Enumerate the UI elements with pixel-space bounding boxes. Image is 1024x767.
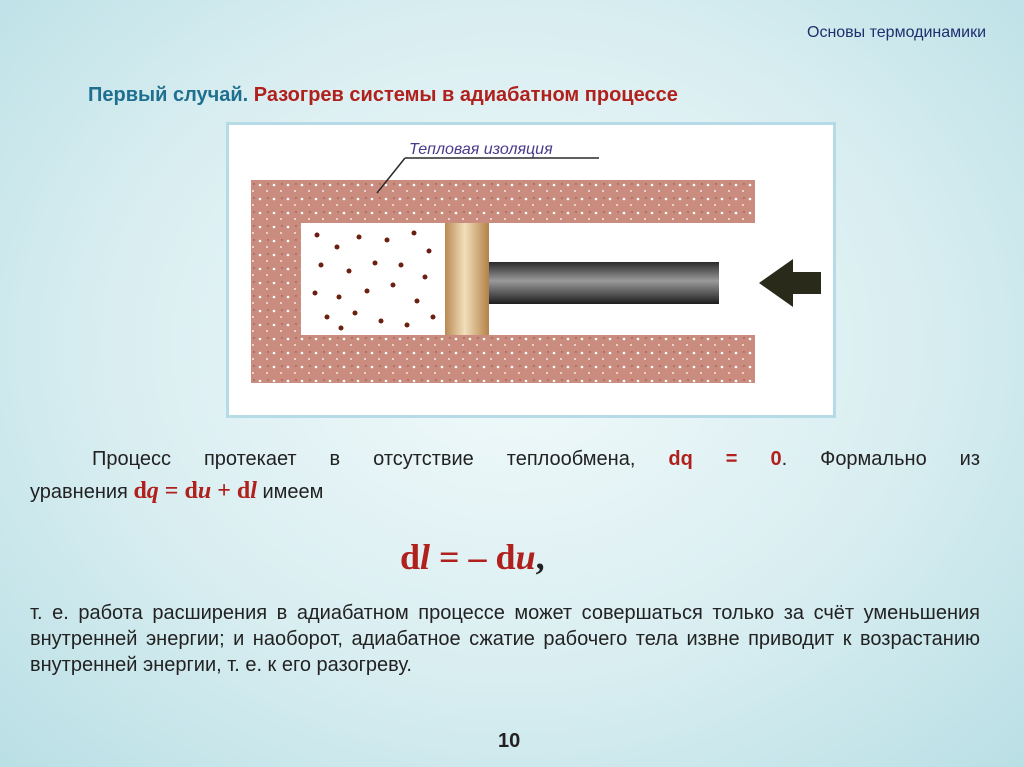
cylinder-diagram [229,125,833,415]
page-number: 10 [498,730,521,752]
arrow-left-icon [759,259,821,307]
slide-title [88,84,678,107]
piston [445,223,489,335]
paragraph-2: т. е. работа расширения в адиабатном процессе может совершаться только за счёт уменьшения внутренней энергии; и наоборот, адиабатное сжатие рабочего тела извне приводит к возрастанию внутренней энергии, т. е. к его разогреву. [30,602,980,676]
slide-title-case: Первый случай. [88,84,249,106]
paragraph-1-line-2 [30,478,323,505]
main-formula: dl = – du, [400,537,545,577]
slide-title-topic: Разогрев системы в адиабатном процессе [253,84,678,106]
paragraph-1-text-c: уравнения [30,481,128,503]
paragraph-1-text-a: Процесс протекает в отсутствие теплообмена, [92,448,636,470]
heat-exchange-condition: dq = 0 [668,448,782,470]
first-law-equation: dq = du + dl [133,478,257,504]
section-title: Основы термодинамики [807,24,986,41]
paragraph-1-line-1 [30,446,980,472]
piston-rod [489,262,719,304]
adiabatic-cylinder-figure [226,122,836,418]
paragraph-1-text-d: имеем [262,481,324,503]
insulation-label: Тепловая изоляция [409,141,553,158]
gas-chamber [301,223,445,335]
paragraph-1-text-b: . Формально из [781,448,981,470]
